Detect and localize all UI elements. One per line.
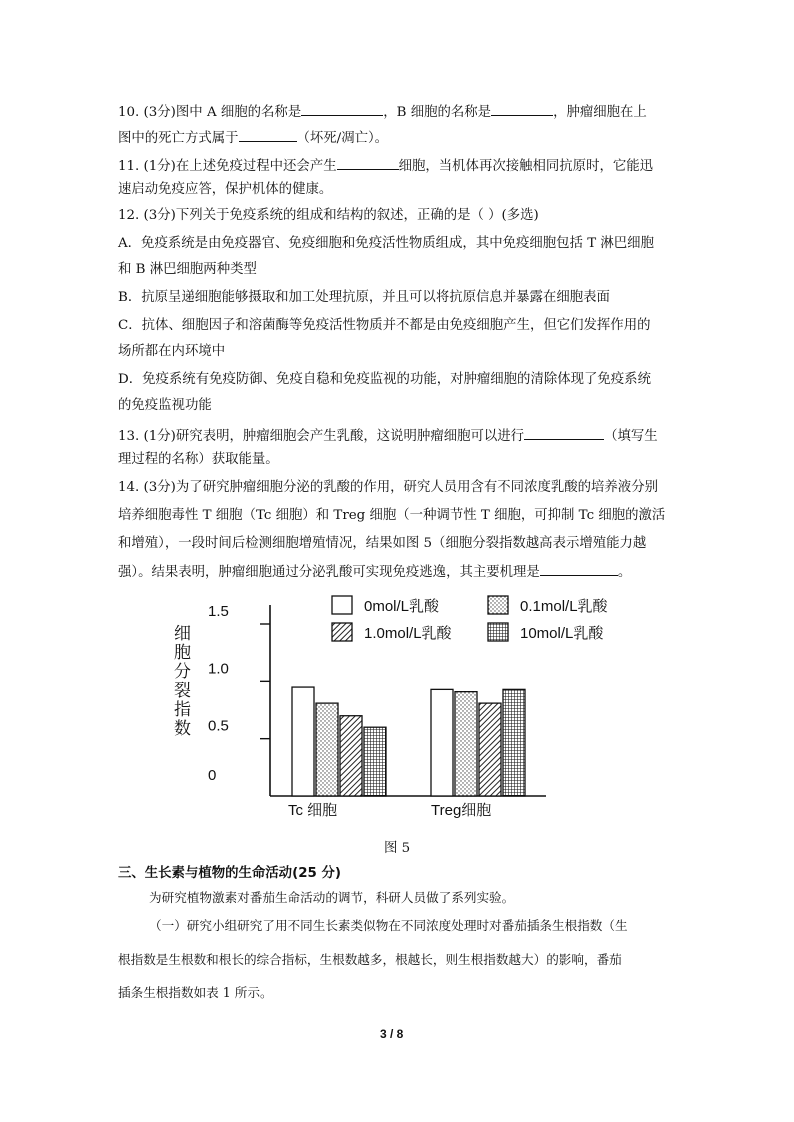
q14-line3: 和增殖），一段时间后检测细胞增殖情况，结果如图 5（细胞分裂指数越高表示增殖能力越 xyxy=(118,536,647,551)
q10-text-5: （坏死/凋亡）。 xyxy=(296,131,389,146)
q13-text-1: 13. (1分)研究表明，肿瘤细胞会产生乳酸，这说明肿瘤细胞可以进行 xyxy=(118,429,525,444)
figure-caption: 图 5 xyxy=(384,841,411,856)
page-number: 3 / 8 xyxy=(380,1027,404,1041)
q12-option-a-1: A．免疫系统是由免疫器官、免疫细胞和免疫活性物质组成，其中免疫细胞包括 T 淋巴细胞 xyxy=(118,236,654,251)
q10-text-1: 10. (3分)图中 A 细胞的名称是 xyxy=(118,105,302,120)
q10-blank-b[interactable] xyxy=(491,101,553,116)
chart-legend xyxy=(332,596,609,642)
x-axis-labels xyxy=(288,802,491,819)
chart-bars xyxy=(292,687,525,796)
bar-dots-1 xyxy=(455,692,477,796)
x-category-label: Tc 细胞 xyxy=(288,802,338,819)
q12-option-a-2: 和 B 淋巴细胞两种类型 xyxy=(118,262,257,277)
q13-line1 xyxy=(118,425,658,446)
legend-swatch-hatch xyxy=(332,623,352,641)
q14-text-4b: 。 xyxy=(617,565,632,580)
y-axis-label-char: 胞 xyxy=(174,643,191,663)
q13-blank[interactable] xyxy=(524,425,604,440)
bar-blank-0 xyxy=(292,687,314,796)
bar-grid-0 xyxy=(364,727,386,796)
section-3-intro: 为研究植物激素对番茄生命活动的调节，科研人员做了系列实验。 xyxy=(149,890,515,905)
y-axis-label-char: 细 xyxy=(174,624,191,644)
q12-option-d-2: 的免疫监视功能 xyxy=(118,398,212,413)
y-tick-label: 0.5 xyxy=(208,717,229,735)
bar-blank-1 xyxy=(431,689,453,796)
q14-blank[interactable] xyxy=(540,561,618,576)
q14-line2: 培养细胞毒性 T 细胞（Tc 细胞）和 Treg 细胞（一种调节性 T 细胞，可抑制 Tc 细胞的激活 xyxy=(118,508,666,523)
y-tick-label: 0 xyxy=(208,767,217,784)
q11-text-2: 细胞，当机体再次接触相同抗原时，它能迅 xyxy=(398,159,654,174)
q14-line1: 14. (3分)为了研究肿瘤细胞分泌的乳酸的作用，研究人员用含有不同浓度乳酸的培养液分别 xyxy=(118,480,658,495)
q11-text-1: 11. (1分)在上述免疫过程中还会产生 xyxy=(118,159,337,174)
bar-hatch-1 xyxy=(479,703,501,796)
section-3-para-3: 插条生根指数如表 1 所示。 xyxy=(118,985,273,1000)
q13-line2: 理过程的名称）获取能量。 xyxy=(118,452,279,467)
bar-dots-0 xyxy=(316,703,338,796)
y-axis-label-char: 数 xyxy=(174,719,191,739)
figure5-bar-chart xyxy=(160,588,640,828)
legend-label: 10mol/L乳酸 xyxy=(520,625,604,642)
q10-blank-c[interactable] xyxy=(239,127,297,142)
q10-line1 xyxy=(118,101,647,122)
q12-option-d-1: D．免疫系统有免疫防御、免疫自稳和免疫监视的功能，对肿瘤细胞的清除体现了免疫系统 xyxy=(118,372,651,387)
q10-blank-a[interactable] xyxy=(301,101,383,116)
y-axis-label-char: 裂 xyxy=(174,681,191,701)
legend-swatch-blank xyxy=(332,596,352,614)
y-tick-label: 1.0 xyxy=(208,660,229,678)
q11-line2: 速启动免疫应答，保护机体的健康。 xyxy=(118,182,333,197)
q12-option-c-1: C．抗体、细胞因子和溶菌酶等免疫活性物质并不都是由免疫细胞产生，但它们发挥作用的 xyxy=(118,318,651,333)
y-axis-label-char: 指 xyxy=(174,700,191,720)
x-category-label: Treg细胞 xyxy=(431,802,492,819)
q10-line2 xyxy=(118,127,388,148)
legend-swatch-grid xyxy=(488,623,508,641)
section-3-para-1: （一）研究小组研究了用不同生长素类似物在不同浓度处理时对番茄插条生根指数（生 xyxy=(149,918,628,933)
legend-swatch-dots xyxy=(488,596,508,614)
legend-label: 0mol/L乳酸 xyxy=(364,598,440,615)
y-axis-label-char: 分 xyxy=(174,662,191,682)
q11-line1 xyxy=(118,155,653,176)
q14-line4 xyxy=(118,561,631,582)
legend-label: 0.1mol/L乳酸 xyxy=(520,598,608,615)
bar-hatch-0 xyxy=(340,716,362,796)
y-axis-label xyxy=(174,624,191,739)
section-3-title: 三、生长素与植物的生命活动(25 分) xyxy=(118,866,342,881)
q12-option-b: B．抗原呈递细胞能够摄取和加工处理抗原，并且可以将抗原信息并暴露在细胞表面 xyxy=(118,290,610,305)
section-3-para-2: 根指数是生根数和根长的综合指标，生根数越多，根越长，则生根指数越大）的影响，番茄 xyxy=(118,952,622,967)
q14-text-4a: 强）。结果表明，肿瘤细胞通过分泌乳酸可实现免疫逃逸，其主要机理是 xyxy=(118,565,540,580)
legend-label: 1.0mol/L乳酸 xyxy=(364,625,452,642)
q10-text-3: ，肿瘤细胞在上 xyxy=(553,105,647,120)
q10-text-2: ，B 细胞的名称是 xyxy=(383,105,492,120)
bar-grid-1 xyxy=(503,689,525,796)
q12-option-c-2: 场所都在内环境中 xyxy=(118,344,226,359)
q12-stem: 12. (3分)下列关于免疫系统的组成和结构的叙述，正确的是（ ）(多选) xyxy=(118,208,539,223)
q13-text-2: （填写生 xyxy=(604,429,658,444)
q11-blank[interactable] xyxy=(337,155,399,170)
q10-text-4: 图中的死亡方式属于 xyxy=(118,131,239,146)
y-tick-label: 1.5 xyxy=(208,603,229,620)
